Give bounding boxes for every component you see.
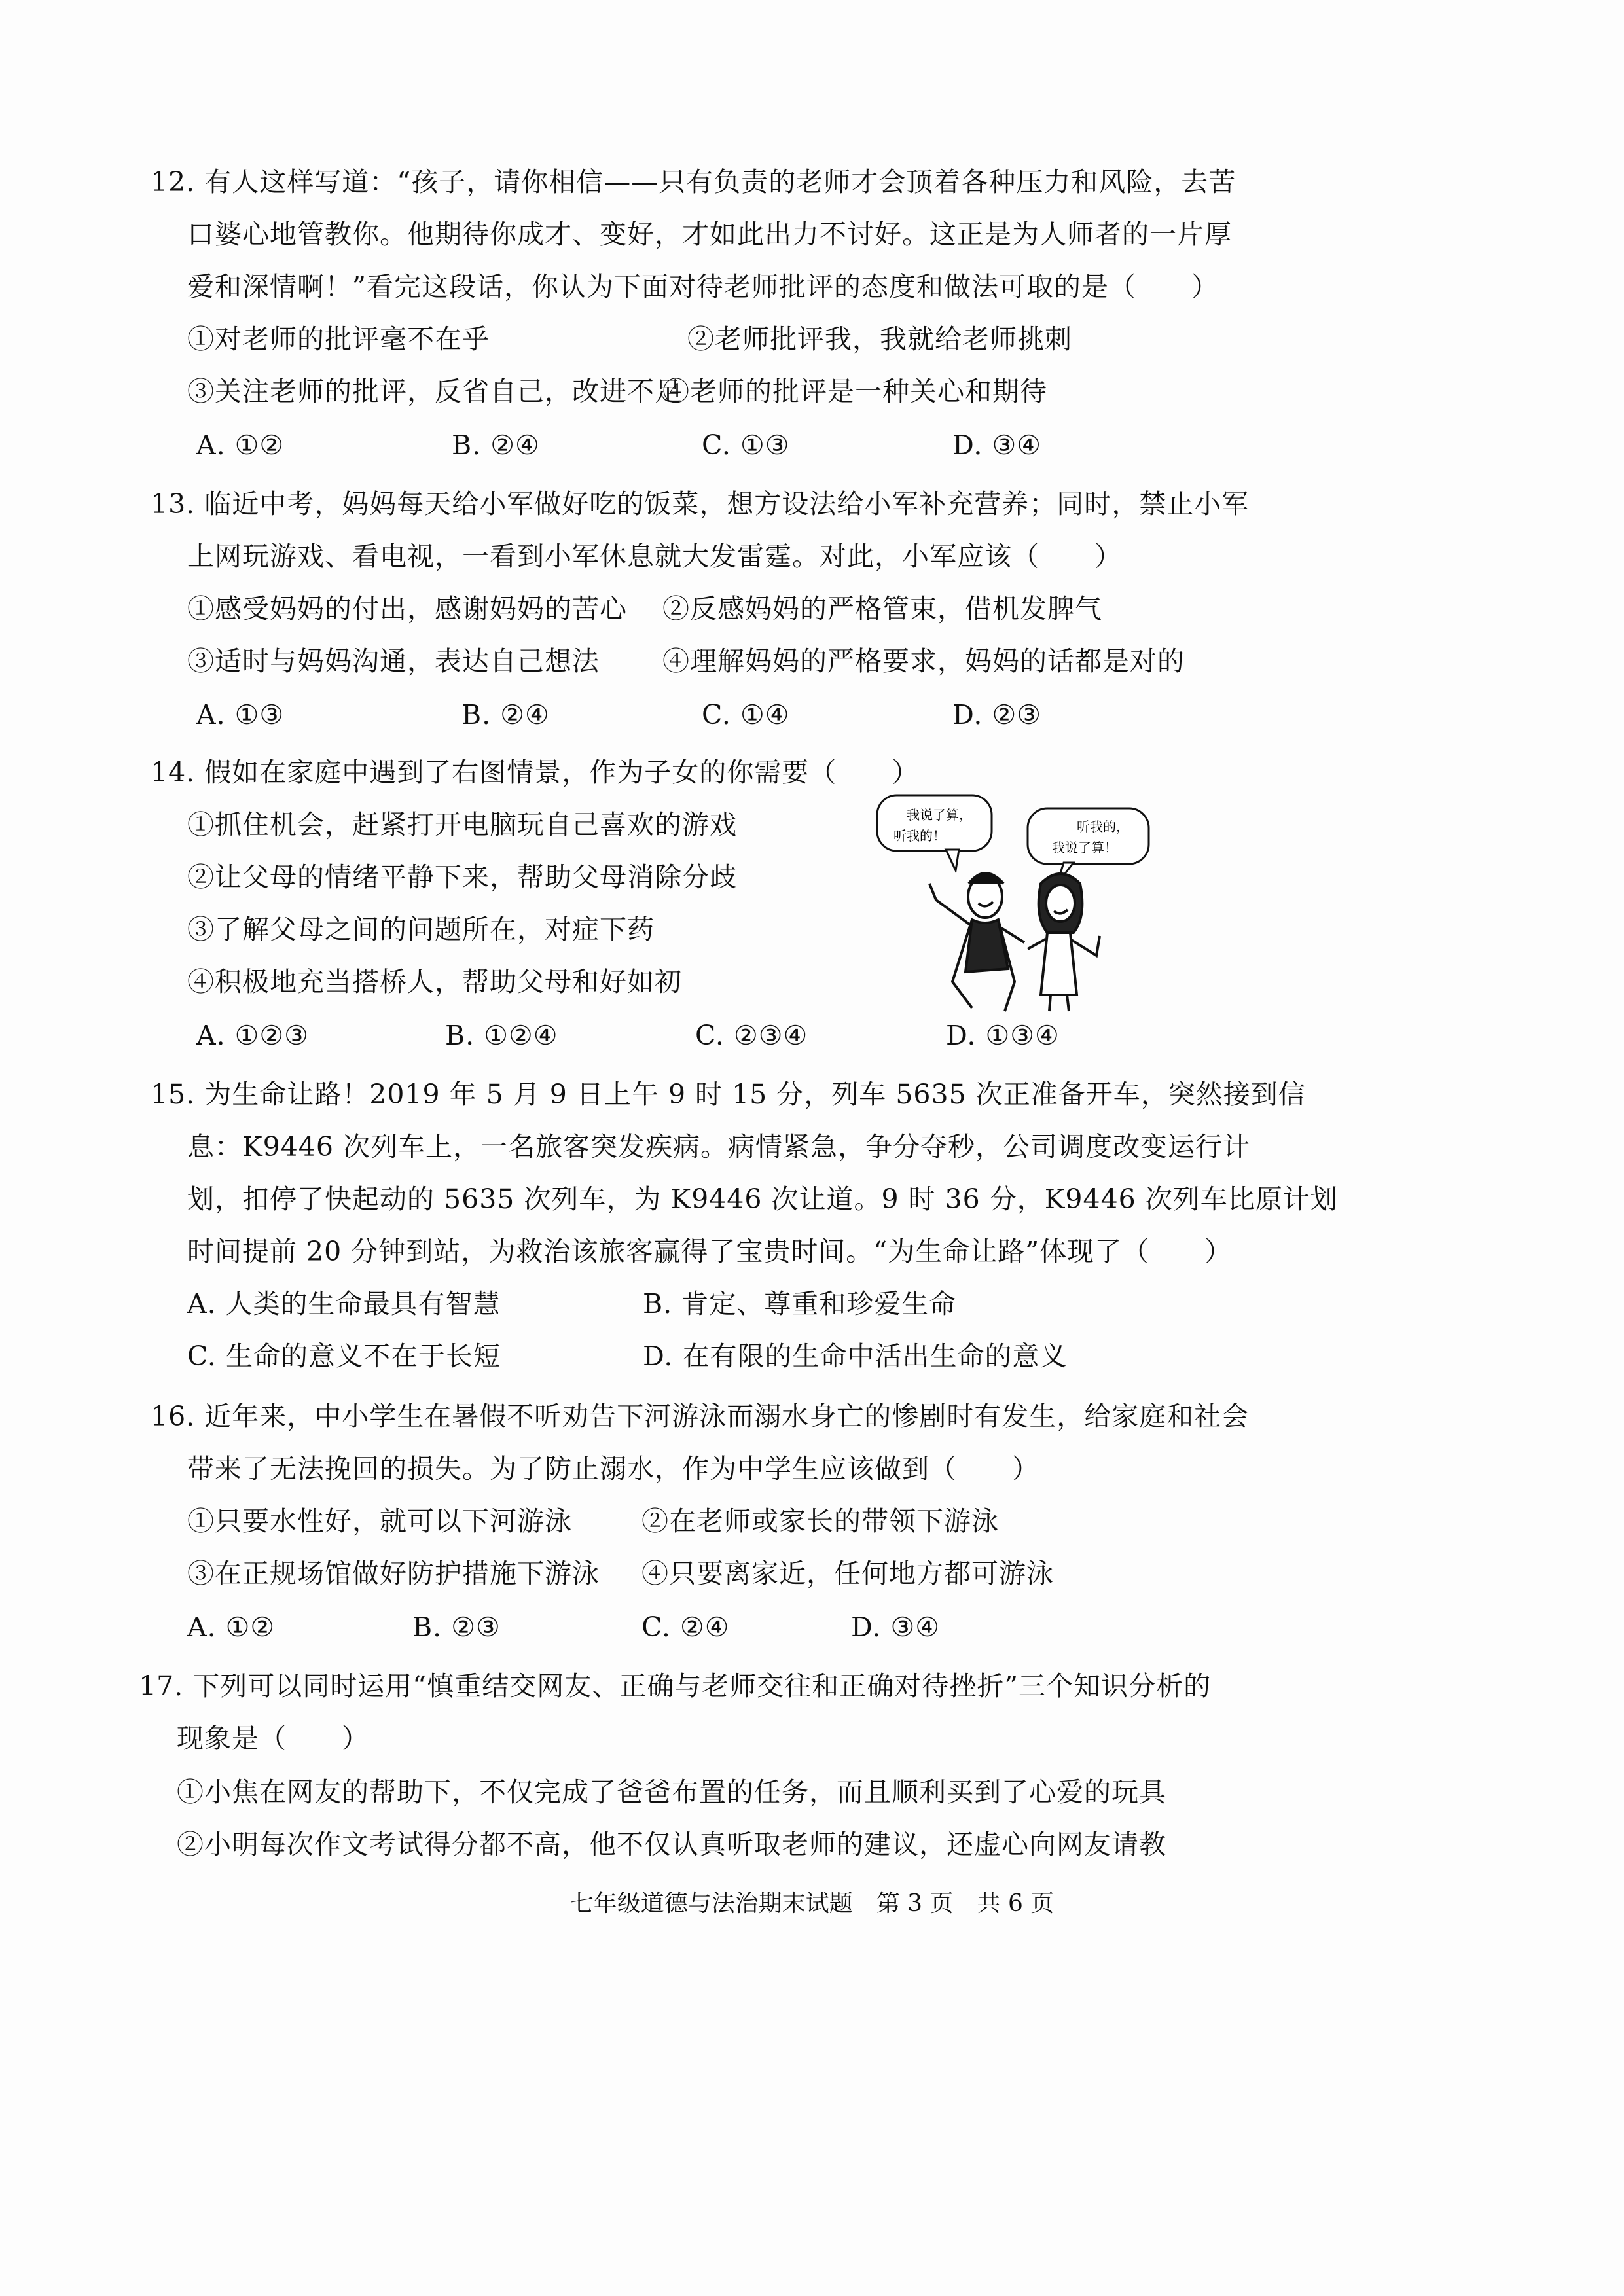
q12-stem-line-3: 爱和深情啊！”看完这段话，你认为下面对待老师批评的态度和做法可取的是（ ） [187, 271, 1219, 302]
q16-option-d: D. ③④ [851, 1611, 940, 1643]
q12-statement-4: ④老师的批评是一种关心和期待 [662, 376, 1047, 407]
q13-statement-1: ①感受妈妈的付出，感谢妈妈的苦心 [187, 593, 627, 624]
q14-statement-2: ②让父母的情绪平静下来，帮助父母消除分歧 [187, 861, 737, 893]
q14-option-b: B. ①②④ [445, 1020, 558, 1051]
q15-option-d: D. 在有限的生命中活出生命的意义 [643, 1340, 1068, 1372]
left-bubble-text: 我说了算，听我的！ [893, 807, 972, 844]
q15-option-b: B. 肯定、尊重和珍爱生命 [643, 1288, 957, 1319]
q13-statement-3: ③适时与妈妈沟通，表达自己想法 [187, 645, 600, 677]
q16-statement-4: ④只要离家近，任何地方都可游泳 [641, 1558, 1054, 1589]
q16-statement-3: ③在正规场馆做好防护措施下游泳 [187, 1558, 600, 1589]
q16-option-c: C. ②④ [641, 1611, 730, 1643]
q15-option-a: A. 人类的生命最具有智慧 [187, 1288, 501, 1319]
q14-option-a: A. ①②③ [196, 1020, 309, 1051]
parents-arguing-cartoon [874, 785, 1162, 1014]
q15-stem-line-1: 15. 为生命让路！2019 年 5 月 9 日上午 9 时 15 分，列车 5635 次正准备开车，突然接到信 [151, 1079, 1306, 1110]
right-bubble-text: 听我的，我说了算！ [1052, 819, 1129, 855]
q13-option-b: B. ②④ [461, 699, 550, 730]
q16-option-a: A. ①② [187, 1611, 276, 1643]
q16-statement-1: ①只要水性好，就可以下河游泳 [187, 1505, 572, 1537]
q12-stem-line-2: 口婆心地管教你。他期待你成才、变好，才如此出力不讨好。这正是为人师者的一片厚 [187, 219, 1232, 250]
q13-option-a: A. ①③ [196, 699, 285, 730]
q17-statement-2: ②小明每次作文考试得分都不高，他不仅认真听取老师的建议，还虚心向网友请教 [177, 1829, 1166, 1860]
q13-stem-line-1: 13. 临近中考，妈妈每天给小军做好吃的饭菜，想方设法给小军补充营养；同时，禁止小军 [151, 488, 1250, 520]
q14-statement-3: ③了解父母之间的问题所在，对症下药 [187, 914, 655, 945]
q14-statement-1: ①抓住机会，赶紧打开电脑玩自己喜欢的游戏 [187, 809, 737, 840]
q13-stem-line-2: 上网玩游戏、看电视，一看到小军休息就大发雷霆。对此，小军应该（ ） [187, 541, 1122, 572]
q14-stem-line-1: 14. 假如在家庭中遇到了右图情景，作为子女的你需要（ ） [151, 757, 920, 788]
q17-stem-line-2: 现象是（ ） [177, 1723, 369, 1754]
q15-stem-line-2: 息：K9446 次列车上，一名旅客突发疾病。病情紧急，争分夺秒，公司调度改变运行计 [187, 1131, 1251, 1162]
q13-option-d: D. ②③ [952, 699, 1041, 730]
q13-statement-4: ④理解妈妈的严格要求，妈妈的话都是对的 [662, 645, 1185, 677]
page-footer: 七年级道德与法治期末试题 第 3 页 共 6 页 [569, 1890, 1055, 1917]
q15-stem-line-4: 时间提前 20 分钟到站，为救治该旅客赢得了宝贵时间。“为生命让路”体现了（ ） [187, 1236, 1233, 1267]
woman-figure [1028, 874, 1100, 1011]
q16-stem-line-2: 带来了无法挽回的损失。为了防止溺水，作为中学生应该做到（ ） [187, 1453, 1039, 1484]
q12-option-a: A. ①② [196, 429, 285, 461]
q12-statement-3: ③关注老师的批评，反省自己，改进不足 [187, 376, 682, 407]
q12-option-c: C. ①③ [702, 429, 790, 461]
q15-stem-line-3: 划，扣停了快起动的 5635 次列车，为 K9446 次让道。9 时 36 分，K9446 次列车比原计划 [187, 1183, 1338, 1215]
q12-option-b: B. ②④ [452, 429, 540, 461]
q17-stem-line-1: 17. 下列可以同时运用“慎重结交网友、正确与老师交往和正确对待挫折”三个知识分析的 [139, 1670, 1212, 1702]
q13-statement-2: ②反感妈妈的严格管束，借机发脾气 [662, 593, 1102, 624]
q12-stem-line-1: 12. 有人这样写道：“孩子，请你相信——只有负责的老师才会顶着各种压力和风险，去苦 [151, 166, 1236, 198]
right-speech-bubble [1028, 808, 1149, 884]
q15-option-c: C. 生命的意义不在于长短 [187, 1340, 501, 1372]
q13-option-c: C. ①④ [702, 699, 790, 730]
q16-stem-line-1: 16. 近年来，中小学生在暑假不听劝告下河游泳而溺水身亡的惨剧时有发生，给家庭和社会 [151, 1401, 1250, 1432]
q14-statement-4: ④积极地充当搭桥人，帮助父母和好如初 [187, 966, 682, 997]
q16-statement-2: ②在老师或家长的带领下游泳 [641, 1505, 999, 1537]
q16-option-b: B. ②③ [412, 1611, 501, 1643]
q12-statement-2: ②老师批评我，我就给老师挑刺 [687, 323, 1072, 355]
q12-statement-1: ①对老师的批评毫不在乎 [187, 323, 490, 355]
q17-statement-1: ①小焦在网友的帮助下，不仅完成了爸爸布置的任务，而且顺利买到了心爱的玩具 [177, 1776, 1166, 1808]
q14-option-c: C. ②③④ [695, 1020, 808, 1051]
man-figure [929, 873, 1024, 1011]
left-speech-bubble [877, 795, 992, 870]
q12-option-d: D. ③④ [952, 429, 1041, 461]
q14-option-d: D. ①③④ [946, 1020, 1060, 1051]
